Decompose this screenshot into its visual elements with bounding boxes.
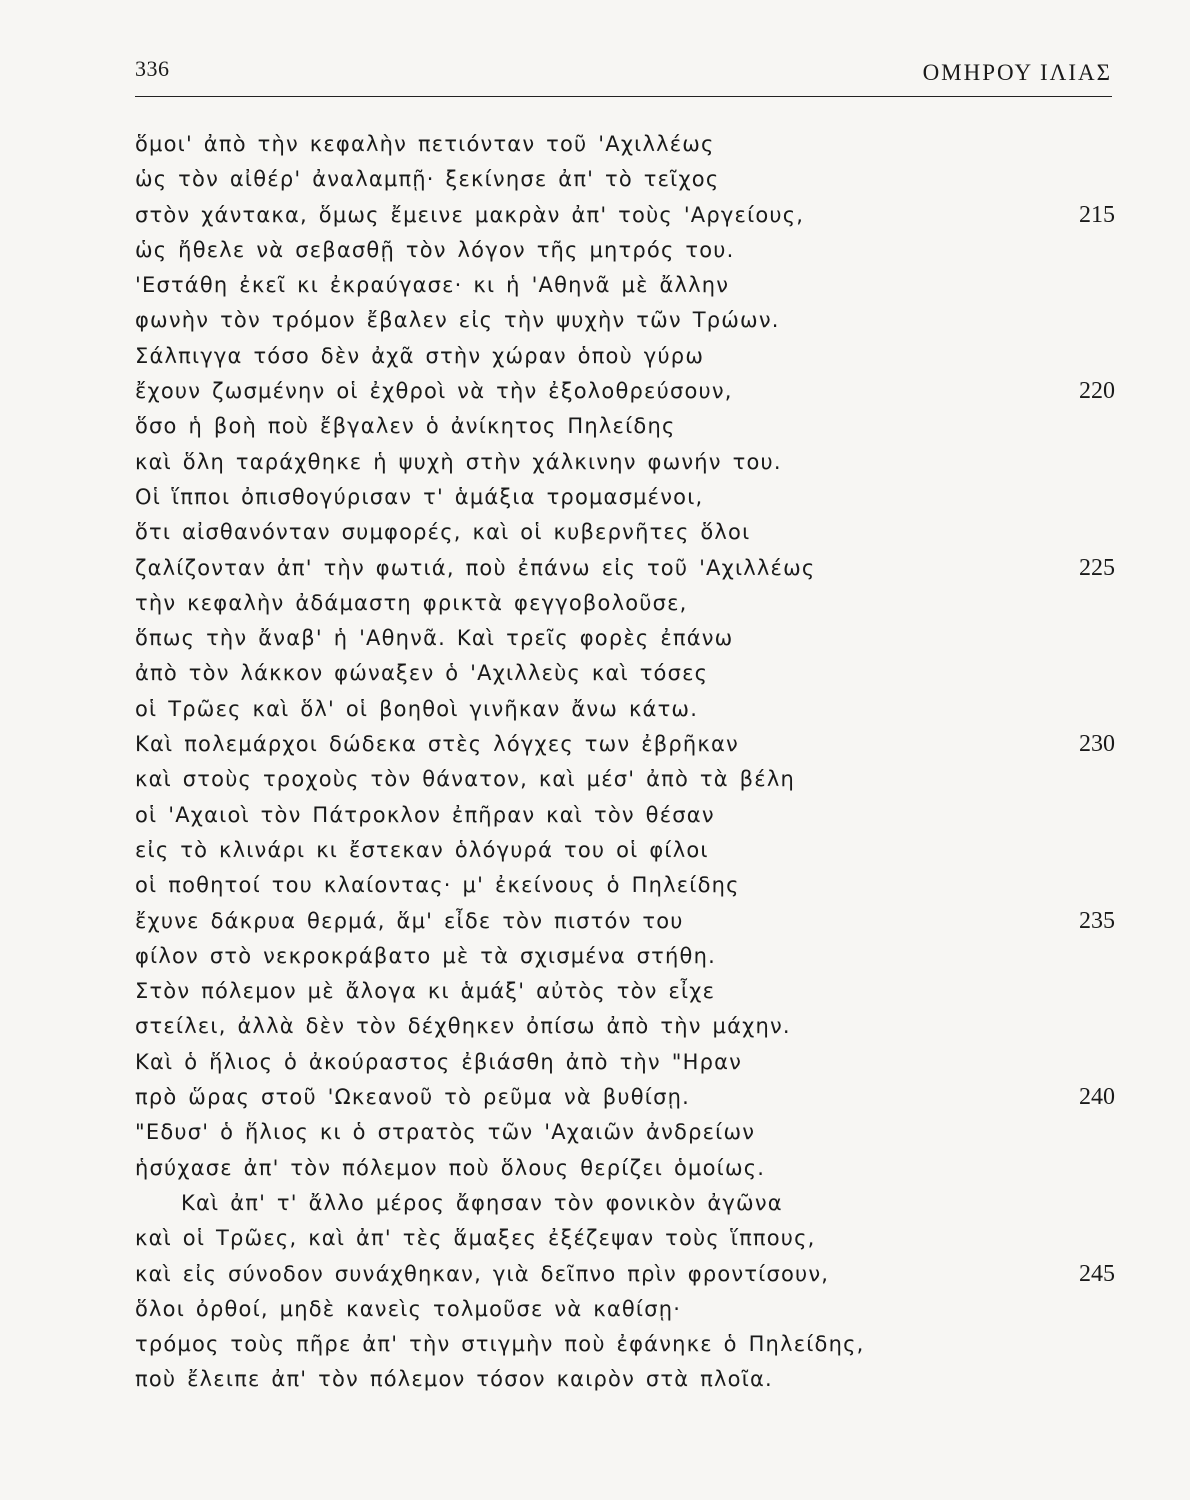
verse-line	[135, 162, 1115, 197]
verse-line	[135, 1151, 1115, 1186]
verse-line	[135, 339, 1115, 374]
verse-line	[135, 480, 1115, 515]
verse-text: καὶ ὅλη ταράχθηκε ἡ ψυχὴ στὴν χάλκινην φωνήν του.	[135, 449, 782, 474]
verse-text: ὅτι αἰσθανόνταν συμφορές, καὶ οἱ κυβερνῆτες ὅλοι	[135, 520, 751, 545]
verse-line	[135, 1045, 1115, 1080]
verse-line	[135, 445, 1115, 480]
verse-line	[135, 656, 1115, 691]
verse-text: οἱ ποθητοί του κλαίοντας· μ' ἐκείνους ὁ Πηλείδης	[135, 873, 740, 898]
verse-line	[135, 374, 1115, 409]
verse-line	[135, 1080, 1115, 1115]
verse-line	[135, 409, 1115, 444]
verse-line	[135, 233, 1115, 268]
verse-line	[135, 586, 1115, 621]
running-head	[135, 56, 1112, 97]
verse-line	[135, 1292, 1115, 1327]
book-title: ΟΜΗΡΟΥ ΙΛΙΑΣ	[922, 60, 1112, 85]
verse-text: στείλει, ἀλλὰ δὲν τὸν δέχθηκεν ὀπίσω ἀπὸ τὴν μάχην.	[135, 1014, 791, 1039]
verse-line	[135, 1362, 1115, 1397]
verse-text: πρὸ ὥρας στοῦ 'Ωκεανοῦ τὸ ρεῦμα νὰ βυθίσῃ.	[135, 1085, 691, 1110]
verse-line	[135, 303, 1115, 338]
verse-text: καὶ στοὺς τροχοὺς τὸν θάνατον, καὶ μέσ' ἀπὸ τὰ βέλη	[135, 767, 795, 792]
line-number: 235	[1079, 907, 1115, 934]
verse-text: Καὶ πολεμάρχοι δώδεκα στὲς λόγχες των ἐβρῆκαν	[135, 732, 739, 757]
line-number: 215	[1079, 201, 1115, 228]
line-number: 230	[1079, 731, 1115, 758]
verse-line	[135, 1327, 1115, 1362]
verse-text: ἡσύχασε ἀπ' τὸν πόλεμον ποὺ ὅλους θερίζει ὁμοίως.	[135, 1155, 766, 1180]
verse-text: καὶ οἱ Τρῶες, καὶ ἀπ' τὲς ἅμαξες ἐξέζεψαν τοὺς ἵππους,	[135, 1226, 816, 1251]
verse-text: φωνὴν τὸν τρόμον ἔβαλεν εἰς τὴν ψυχὴν τῶν Τρώων.	[135, 308, 780, 333]
verse-text: καὶ εἰς σύνοδον συνάχθηκαν, γιὰ δεῖπνο πρὶν φροντίσουν,	[135, 1261, 830, 1286]
verse-line	[135, 1221, 1115, 1256]
verse-text: ὡς τὸν αἰθέρ' ἀναλαμπῇ· ξεκίνησε ἀπ' τὸ τεῖχος	[135, 167, 720, 192]
verse-text: ἔχουν ζωσμένην οἱ ἐχθροὶ νὰ τὴν ἐξολοθρεύσουν,	[135, 379, 733, 404]
verse-line	[135, 198, 1115, 233]
verse-line	[135, 762, 1115, 797]
verse-line	[135, 268, 1115, 303]
verse-text: εἰς τὸ κλινάρι κι ἔστεκαν ὁλόγυρά του οἱ φίλοι	[135, 837, 709, 862]
line-number: 245	[1079, 1260, 1115, 1287]
verse-line	[135, 1186, 1115, 1221]
verse-text: ὅλοι ὀρθοί, μηδὲ κανεὶς τολμοῦσε νὰ καθίσῃ·	[135, 1296, 682, 1321]
verse-text: Στὸν πόλεμον μὲ ἄλογα κι ἁμάξ' αὐτὸς τὸν εἶχε	[135, 979, 716, 1004]
verse-text: Καὶ ἀπ' τ' ἄλλο μέρος ἄφησαν τὸν φονικὸν ἀγῶνα	[181, 1190, 783, 1215]
line-number: 240	[1079, 1084, 1115, 1111]
verse-line	[135, 974, 1115, 1009]
verse-text: φίλον στὸ νεκροκράβατο μὲ τὰ σχισμένα στήθη.	[135, 943, 716, 968]
verse-line	[135, 1009, 1115, 1044]
verse-line	[135, 833, 1115, 868]
verse-line	[135, 904, 1115, 939]
verse-text: τρόμος τοὺς πῆρε ἀπ' τὴν στιγμὴν ποὺ ἐφάνηκε ὁ Πηλείδης,	[135, 1332, 865, 1357]
verse-text: 'Εστάθη ἐκεῖ κι ἐκραύγασε· κι ἡ 'Αθηνᾶ μὲ ἄλλην	[135, 273, 730, 298]
verse-line	[135, 621, 1115, 656]
verse-line	[135, 798, 1115, 833]
verse-text: ὅμοι' ἀπὸ τὴν κεφαλὴν πετιόνταν τοῦ 'Αχιλλέως	[135, 132, 715, 156]
verse-line	[135, 1115, 1115, 1150]
verse-block	[135, 127, 1115, 1398]
verse-line	[135, 1257, 1115, 1292]
verse-text: ὅπως τὴν ἄναβ' ἡ 'Αθηνᾶ. Καὶ τρεῖς φορὲς ἐπάνω	[135, 626, 734, 651]
verse-text: ἀπὸ τὸν λάκκον φώναξεν ὁ 'Αχιλλεὺς καὶ τόσες	[135, 661, 709, 686]
verse-text: ποὺ ἔλειπε ἀπ' τὸν πόλεμον τόσον καιρὸν στὰ πλοῖα.	[135, 1367, 773, 1392]
verse-text: ἔχυνε δάκρυα θερμά, ἅμ' εἶδε τὸν πιστόν του	[135, 908, 684, 933]
verse-text: Οἱ ἵπποι ὀπισθογύρισαν τ' ἁμάξια τρομασμένοι,	[135, 484, 704, 509]
verse-text: Σάλπιγγα τόσο δὲν ἀχᾶ στὴν χώραν ὁποὺ γύρω	[135, 343, 705, 368]
verse-text: τὴν κεφαλὴν ἀδάμαστη φρικτὰ φεγγοβολοῦσε,	[135, 590, 688, 615]
verse-line	[135, 692, 1115, 727]
verse-line	[135, 127, 1115, 162]
verse-line	[135, 551, 1115, 586]
verse-text: στὸν χάντακα, ὅμως ἔμεινε μακρὰν ἀπ' τοὺς 'Αργείους,	[135, 202, 805, 227]
verse-text: "Εδυσ' ὁ ἥλιος κι ὁ στρατὸς τῶν 'Αχαιῶν ἀνδρείων	[135, 1120, 756, 1145]
page-number: 336	[135, 56, 170, 81]
verse-line	[135, 939, 1115, 974]
verse-text: ὅσο ἡ βοὴ ποὺ ἔβγαλεν ὁ ἀνίκητος Πηλείδης	[135, 414, 676, 439]
line-number: 225	[1079, 554, 1115, 581]
verse-line	[135, 868, 1115, 903]
line-number: 220	[1079, 378, 1115, 405]
verse-text: οἱ 'Αχαιοὶ τὸν Πάτροκλον ἐπῆραν καὶ τὸν θέσαν	[135, 802, 715, 827]
verse-text: οἱ Τρῶες καὶ ὅλ' οἱ βοηθοὶ γινῆκαν ἄνω κάτω.	[135, 696, 699, 721]
verse-text: Καὶ ὁ ἥλιος ὁ ἀκούραστος ἐβιάσθη ἀπὸ τὴν "Ηραν	[135, 1049, 743, 1074]
verse-line	[135, 727, 1115, 762]
verse-text: ζαλίζονταν ἀπ' τὴν φωτιά, ποὺ ἐπάνω εἰς τοῦ 'Αχιλλέως	[135, 555, 816, 580]
verse-line	[135, 515, 1115, 550]
verse-text: ὡς ἤθελε νὰ σεβασθῇ τὸν λόγον τῆς μητρός του.	[135, 237, 735, 262]
